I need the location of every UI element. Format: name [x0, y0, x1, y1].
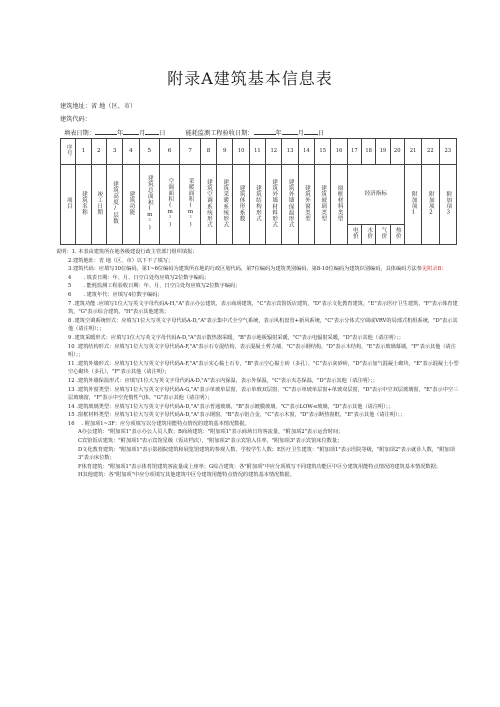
building-info-table [60, 138, 457, 245]
note-line: 说明：1. 本表由建筑所在地各级建设行政主管部门组织填报； [56, 249, 198, 255]
seq-cell: 8 [200, 139, 216, 165]
seq-cell: 12 [266, 139, 282, 165]
header-frame-material: 窗框材料类型 [331, 165, 347, 245]
note-line: 10 .建筑结构形式：应填写1位大写英文字母代码A-F,"A"表示石专混结构，表示混凝土剪力墙，"C"表示钢结构，"D"表示木结构，"E"表示玻璃幕墙，"F"表示其他（请注明）；； [68, 343, 456, 359]
address-value: 省 地（区、市） [90, 103, 137, 110]
header-electricity-price: 电价 [347, 225, 361, 245]
header-structure: 建筑结构形式 [249, 165, 265, 245]
note-line: 3.建筑代码：应填写10位编码，第1~6位编码为建筑所在地的行政区划代码，第7位编码为建筑类别编码，第8-10位编码为建筑识别编码，具体编码方法参见附录B； [68, 266, 447, 273]
note-line: C宾馆饭店建筑："附加项1"表示宾馆星级（饭店档次），"附加项2"表示宾馆入住率，"附加项3"表示宾馆床位数量； [78, 438, 343, 445]
seq-cell: 18 [362, 139, 376, 165]
seq-cell: 17 [347, 139, 361, 165]
header-completion-date: 竣工日期 [91, 165, 106, 245]
note-line: 14 .建筑玻璃类型：应填写1位大写英文字母代码A-D,"A"表示普通玻璃，"B"表示镀膜玻璃，"C"表示LOW-e玻璃，"D"表示其他（请注明）；； [68, 403, 394, 410]
header-extra-1: 附加项1 [404, 165, 421, 245]
note-line: 5 . 能耗监测工程验收日期：年、月、日空白处均应填写2位数字编码； [68, 283, 241, 290]
note-line: A办公建筑："附加项1"表示办公人员人数；B商场建筑："附加项1"表示商场日均客流量，"附加项2"表示运营时间； [78, 429, 344, 436]
header-heating-system: 建筑采暖系统形式 [217, 165, 233, 245]
note-line: H其他建筑：各"附加项"中应分项填写其他建筑中区分建筑用能特点情况的建筑基本情况数据。 [78, 472, 295, 479]
seq-cell: 9 [217, 139, 233, 165]
date-line: 填表日期： 年 月 日 能耗监测工程验收日期： 年 月 日 [64, 130, 325, 137]
header-water-price: 水价 [362, 225, 376, 245]
header-wall-material: 建筑外墙材料形式 [266, 165, 282, 245]
seq-cell: 13 [282, 139, 298, 165]
header-wall-insulation: 建筑外墙保温形式 [282, 165, 298, 245]
header-function: 建筑功能 [123, 165, 139, 245]
note-line: F体育建筑："附加项1"表示体育馆建筑客流量或上座率；G综合建筑：各"附加项"中应分项填写不同建筑功能区中区分建筑用能特点情况的建筑基本情况数据； [78, 463, 441, 470]
acceptance-date-label: 能耗监测工程验收日期： [185, 130, 254, 137]
seq-cell: 4 [123, 139, 139, 165]
note-line: D文化教育建筑："附加项1"表示影剧院建筑和展览馆建筑的参观人数、学校学生人数；E医疗卫生建筑："附加项1"表示医院等级，"附加项2"表示就诊人数，"附加项3"表示床位数； [78, 446, 455, 462]
header-height-floors: 建筑高度/层数 [106, 165, 122, 245]
header-window-type: 建筑外窗类型 [298, 165, 314, 245]
seq-cell: 23 [439, 139, 456, 165]
page-title: 附录A建筑基本信息表 [167, 69, 333, 88]
note-line: 7 .建筑功能 :应填写1位大写英文字母代码A-H,"A"表示办公建筑，表示商场建筑，"C"表示宾馆饭店建筑，"D"表示文化教育建筑，"E"表示医疗卫生建筑，"F"表示体育建筑，"G"表示综合建筑，"H"表示其他建筑； [68, 300, 458, 316]
note-line: 13 .建筑外窗类型：应填写1位大写英文字母代码A-G,"A"表示单玻单层窗，表示单玻双层窗，"C"表示单玻单层窗+单玻双层窗，"D"表示中空双层玻璃窗，"E"表示中空三层玻璃窗，"F"表示中空充惰性气体，"G"表示其他（请注明）； [68, 386, 459, 402]
seq-cell: 3 [106, 139, 122, 165]
header-extra-3: 附加项3 [439, 165, 456, 245]
seq-cell: 15 [315, 139, 331, 165]
seq-cell: 14 [298, 139, 314, 165]
seq-cell: 6 [159, 139, 179, 165]
header-heating-area: 采暖面积(m²) [180, 165, 200, 245]
seq-cell: 20 [390, 139, 404, 165]
note-line: 11 .建筑外墙形式：应填写1位大写英文字母代码A-F,"A"表示实心黏土石专，"B"表示空心黏土砖（多孔），"C"表示灰砂砖，"D"表示加气混凝土砌块，"E"表示混凝土小型空心砌块（多孔），"F"表示其他（请注明）； [68, 360, 459, 376]
header-building-name: 建筑名称 [76, 165, 91, 245]
notes-section [56, 248, 460, 480]
note-line: 15 .窗框材料类型：应填写1位大写英文字母代码A-D,"A"表示钢窗，"B"表示铝合金，"C"表示木窗，"D"表示断热窗框，"E"表示其他（请注明）；； [68, 412, 406, 419]
note-line: 9 .建筑采暖形式：应填写1位大写英文字母代码A-D,"A"表示散热器采暖，"B"表示地板辐射采暖，"C"表示电辐射采暖，"D"表示其他（请注明）；； [68, 334, 404, 341]
header-ac-system: 建筑空调系统形式 [200, 165, 216, 245]
seq-cell: 11 [249, 139, 265, 165]
header-economic-index: 经济指标 [347, 165, 404, 225]
seq-header: 序号 [61, 139, 76, 165]
address-label: 建筑地址： [60, 103, 91, 110]
seq-cell: 5 [139, 139, 159, 165]
header-extra-2: 附加项2 [422, 165, 439, 245]
header-ac-area: 空调面积(m²) [159, 165, 179, 245]
header-glass-type: 建筑玻璃类型 [315, 165, 331, 245]
address-line [60, 103, 136, 111]
seq-cell: 16 [331, 139, 347, 165]
seq-cell: 22 [422, 139, 439, 165]
seq-cell: 19 [376, 139, 390, 165]
header-heat-price: 热价 [390, 225, 404, 245]
note-line: 12 .建筑外墙保温形式：应填写1位大写英文字母代码A-D,"A"表示内保温，表示外保温，"C"表示夹芯保温，"D"表示其他（请注明）；； [68, 377, 378, 384]
header-row [61, 165, 457, 225]
note-line: 6 . 建筑年代：应填写4位数字编码； [68, 291, 163, 298]
note-line: 16 . 附加项1~3F：应分项填写以分建筑用能特点情况的建筑基本情况数据。 [68, 420, 250, 427]
seq-cell: 10 [233, 139, 249, 165]
seq-cell: 2 [91, 139, 106, 165]
note-line: 8 .建筑空调系统形式：应填写1位大写英文字母代码A-D,"A"表示集中式全空气系统，表示风机盘管+新风系统，"C"表示分体式空调或VRV的局部式机组系统，"D"表示其他（请注明）；； [68, 317, 458, 333]
fill-date-label: 填表日期： [64, 130, 95, 137]
header-shape-coefficient: 建筑体形系数 [233, 165, 249, 245]
building-code-line [60, 116, 91, 124]
seq-cell: 21 [404, 139, 421, 165]
note-line: 2.建筑地址：省 地（区、市）以下不了填写； [68, 257, 174, 264]
seq-cell: 1 [76, 139, 91, 165]
note-line: 4 . 填表日期：年、月、日空白处均应填写2位数字编码； [68, 274, 210, 281]
header-total-area: 建筑总面积(m²) [139, 165, 159, 245]
item-header: 项目 [61, 165, 76, 245]
seq-cell: 7 [180, 139, 200, 165]
header-gas-price: 气价 [376, 225, 390, 245]
sequence-row [61, 139, 457, 165]
building-code-label: 建筑代码： [60, 116, 91, 123]
